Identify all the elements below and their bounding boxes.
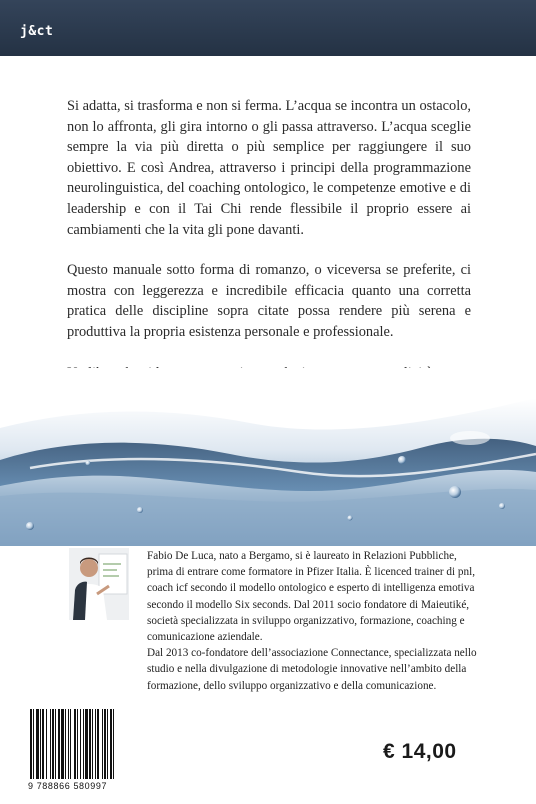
author-bio-paragraph-1: Fabio De Luca, nato a Bergamo, si è laureato in Relazioni Pubbliche, prima di entrare come formatore in Pfizer Italia. È licenced trainer di pnl, coach icf secondo il modello ontologico e esperto di intelligenza emotiva secondo il modello Six seconds. Dal 2011 socio fondatore di Maieutiké, società specializzata in sviluppo organizzativo, formazione, coaching e comunicazione aziendale. [147, 550, 476, 644]
blurb-paragraph-2: Questo manuale sotto forma di romanzo, o viceversa se preferite, ci mostra con leggerezza e incredibile efficacia quanto una corretta pratica delle discipline sopra citate possa rendere più serena e produttiva la propria esistenza personale e professionale. [67, 262, 471, 340]
price-label: € 14,00 [383, 740, 457, 763]
isbn-barcode [28, 708, 140, 780]
water-splash-image [0, 368, 536, 546]
top-header-bar [0, 0, 536, 56]
author-photo [69, 548, 129, 620]
author-bio [147, 548, 477, 694]
isbn-number: 9 788866 580997 [28, 781, 108, 791]
back-cover-blurb [67, 96, 471, 403]
author-bio-paragraph-2: Dal 2013 co-fondatore dell’associazione Connectance, specializzata nello studio e nella divulgazione di metodologie innovative nell’ambito della formazione, dello sviluppo organizzativo e della comunicazione. [147, 647, 477, 692]
blurb-paragraph-1: Si adatta, si trasforma e non si ferma. L’acqua se incontra un ostacolo, non lo affronta, gli gira intorno o gli passa attraverso. L’acqua sceglie sempre la via più diretta o più semplice per raggiungere il suo obiettivo. E così Andrea, attraverso i principi della programmazione neurolinguistica, del coaching ontologico, le competenze emotive e di leadership e con il Tai Chi rende flessibile il proprio essere ai cambiamenti che la vita gli pone davanti. [67, 98, 471, 238]
publisher-logo: j&ct [20, 24, 54, 39]
